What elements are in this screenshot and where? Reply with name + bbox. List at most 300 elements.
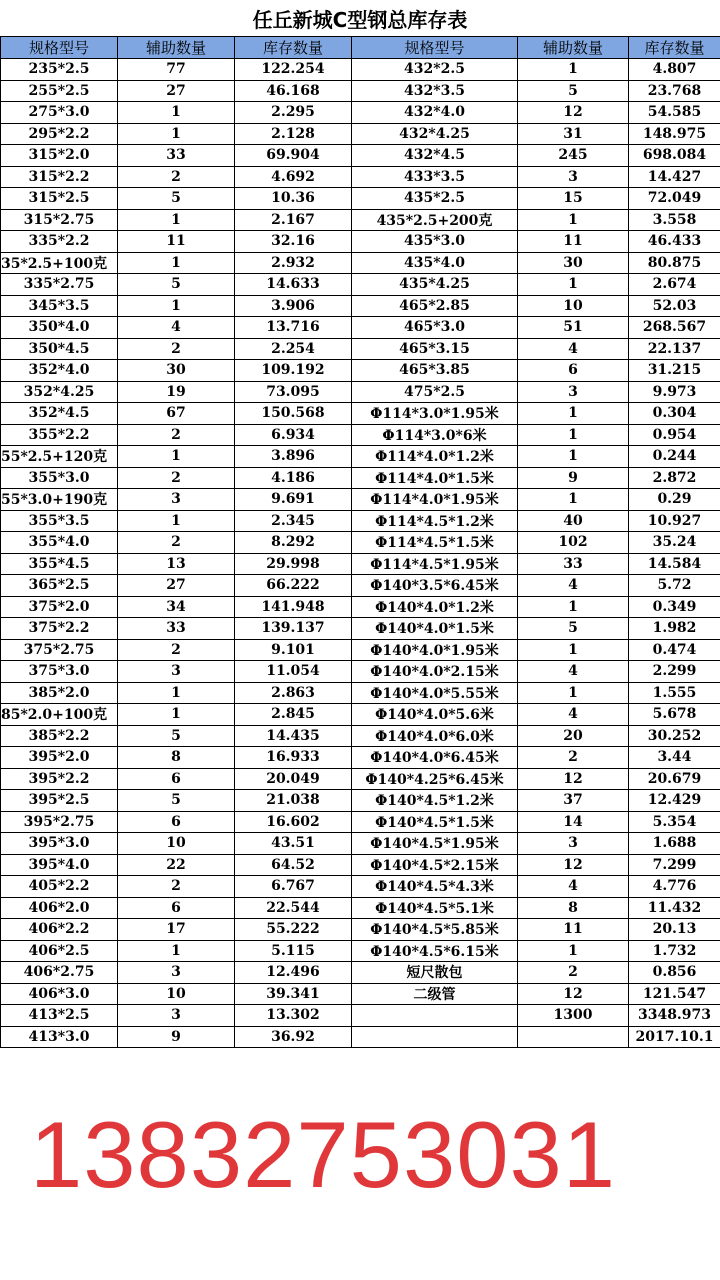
spec-cell: 二级管 (352, 983, 518, 1005)
header-aux-qty: 辅助数量 (518, 37, 629, 59)
aux-qty-cell: 5 (118, 274, 235, 296)
aux-qty-cell: 12 (518, 854, 629, 876)
stock-qty-cell: 698.084 (629, 145, 720, 167)
aux-qty-cell: 3 (118, 489, 235, 511)
spec-cell: 235*2.5 (1, 59, 118, 81)
spec-cell: 465*3.0 (352, 317, 518, 339)
stock-qty-cell: 268.567 (629, 317, 720, 339)
spec-cell: 406*2.2 (1, 919, 118, 941)
table-row (1, 102, 720, 124)
stock-qty-cell: 14.584 (629, 553, 720, 575)
table-row (1, 596, 720, 618)
table-row (1, 403, 720, 425)
header-aux-qty: 辅助数量 (118, 37, 235, 59)
table-row (1, 59, 720, 81)
spec-cell: Φ114*4.5*1.5米 (352, 532, 518, 554)
stock-qty-cell: 14.435 (235, 725, 352, 747)
aux-qty-cell: 5 (118, 725, 235, 747)
aux-qty-cell: 12 (518, 983, 629, 1005)
header-row (1, 37, 720, 59)
stock-qty-cell: 73.095 (235, 381, 352, 403)
stock-qty-cell: 2.167 (235, 209, 352, 231)
stock-qty-cell: 20.049 (235, 768, 352, 790)
spec-cell: 395*2.2 (1, 768, 118, 790)
spec-cell: Φ140*4.5*4.3米 (352, 876, 518, 898)
spec-cell: 短尺散包 (352, 962, 518, 984)
aux-qty-cell: 27 (118, 575, 235, 597)
aux-qty-cell: 6 (118, 897, 235, 919)
stock-qty-cell: 2.254 (235, 338, 352, 360)
stock-qty-cell: 9.101 (235, 639, 352, 661)
stock-qty-cell: 8.292 (235, 532, 352, 554)
table-row (1, 80, 720, 102)
stock-qty-cell: 2.295 (235, 102, 352, 124)
aux-qty-cell: 4 (518, 575, 629, 597)
stock-qty-cell: 4.776 (629, 876, 720, 898)
spec-cell: Φ140*4.5*6.15米 (352, 940, 518, 962)
aux-qty-cell: 67 (118, 403, 235, 425)
spec-cell: Φ140*4.0*1.5米 (352, 618, 518, 640)
aux-qty-cell: 5 (518, 618, 629, 640)
aux-qty-cell: 1 (518, 596, 629, 618)
spec-cell: 375*2.0 (1, 596, 118, 618)
spec-cell: Φ140*4.5*1.95米 (352, 833, 518, 855)
spec-cell: 433*3.5 (352, 166, 518, 188)
aux-qty-cell: 33 (518, 553, 629, 575)
aux-qty-cell (518, 1026, 629, 1048)
spec-cell: 432*4.25 (352, 123, 518, 145)
spec-cell: 55*3.0+190克 (1, 489, 118, 511)
stock-qty-cell: 5.72 (629, 575, 720, 597)
aux-qty-cell: 1 (518, 639, 629, 661)
table-row (1, 489, 720, 511)
stock-qty-cell: 5.678 (629, 704, 720, 726)
spec-cell: 406*2.75 (1, 962, 118, 984)
stock-qty-cell: 5.115 (235, 940, 352, 962)
spec-cell: Φ140*4.5*2.15米 (352, 854, 518, 876)
spec-cell (352, 1026, 518, 1048)
aux-qty-cell: 27 (118, 80, 235, 102)
aux-qty-cell: 4 (518, 661, 629, 683)
stock-qty-cell: 80.875 (629, 252, 720, 274)
aux-qty-cell: 3 (518, 833, 629, 855)
aux-qty-cell: 2 (118, 424, 235, 446)
aux-qty-cell: 10 (118, 983, 235, 1005)
stock-qty-cell: 0.954 (629, 424, 720, 446)
stock-qty-cell: 6.767 (235, 876, 352, 898)
stock-qty-cell: 64.52 (235, 854, 352, 876)
aux-qty-cell: 51 (518, 317, 629, 339)
table-row (1, 639, 720, 661)
spec-cell: Φ140*4.5*1.2米 (352, 790, 518, 812)
aux-qty-cell: 6 (518, 360, 629, 382)
table-row (1, 575, 720, 597)
aux-qty-cell: 1 (518, 682, 629, 704)
phone-number: 13832753031 (30, 1102, 617, 1207)
aux-qty-cell: 11 (118, 231, 235, 253)
table-row (1, 166, 720, 188)
stock-qty-cell: 0.474 (629, 639, 720, 661)
stock-qty-cell: 3.906 (235, 295, 352, 317)
table-row (1, 1026, 720, 1048)
table-row (1, 854, 720, 876)
stock-qty-cell: 4.186 (235, 467, 352, 489)
spec-cell: 432*4.5 (352, 145, 518, 167)
stock-qty-cell: 122.254 (235, 59, 352, 81)
stock-qty-cell: 9.691 (235, 489, 352, 511)
aux-qty-cell: 12 (518, 768, 629, 790)
aux-qty-cell: 2 (118, 532, 235, 554)
table-row (1, 381, 720, 403)
spec-cell: Φ140*4.5*5.1米 (352, 897, 518, 919)
spec-cell: Φ114*4.0*1.2米 (352, 446, 518, 468)
spec-cell: 465*3.85 (352, 360, 518, 382)
stock-qty-cell: 0.244 (629, 446, 720, 468)
inventory-table (0, 36, 720, 1048)
spec-cell: 375*3.0 (1, 661, 118, 683)
aux-qty-cell: 1 (118, 102, 235, 124)
aux-qty-cell: 3 (118, 1005, 235, 1027)
table-row (1, 747, 720, 769)
table-row (1, 231, 720, 253)
aux-qty-cell: 13 (118, 553, 235, 575)
spec-cell: 355*2.2 (1, 424, 118, 446)
aux-qty-cell: 1 (118, 446, 235, 468)
spec-cell: 432*4.0 (352, 102, 518, 124)
aux-qty-cell: 1 (518, 209, 629, 231)
header-stock-qty: 库存数量 (235, 37, 352, 59)
aux-qty-cell: 33 (118, 618, 235, 640)
stock-qty-cell: 10.927 (629, 510, 720, 532)
table-row (1, 1005, 720, 1027)
stock-qty-cell: 12.496 (235, 962, 352, 984)
table-row (1, 274, 720, 296)
spec-cell: 395*3.0 (1, 833, 118, 855)
stock-qty-cell: 1.982 (629, 618, 720, 640)
aux-qty-cell: 5 (118, 188, 235, 210)
aux-qty-cell: 2 (118, 166, 235, 188)
stock-qty-cell: 72.049 (629, 188, 720, 210)
stock-qty-cell: 11.432 (629, 897, 720, 919)
aux-qty-cell: 2 (118, 876, 235, 898)
spec-cell: 315*2.2 (1, 166, 118, 188)
spec-cell: 35*2.5+100克 (1, 252, 118, 274)
aux-qty-cell: 30 (518, 252, 629, 274)
spec-cell: 385*2.2 (1, 725, 118, 747)
spec-cell: 395*4.0 (1, 854, 118, 876)
spec-cell: 315*2.5 (1, 188, 118, 210)
stock-qty-cell: 2.863 (235, 682, 352, 704)
aux-qty-cell: 102 (518, 532, 629, 554)
spec-cell: Φ114*3.0*6米 (352, 424, 518, 446)
stock-qty-cell: 0.349 (629, 596, 720, 618)
aux-qty-cell: 20 (518, 725, 629, 747)
table-row (1, 145, 720, 167)
aux-qty-cell: 4 (518, 704, 629, 726)
stock-qty-cell: 2.845 (235, 704, 352, 726)
table-row (1, 682, 720, 704)
aux-qty-cell: 9 (118, 1026, 235, 1048)
aux-qty-cell: 1 (518, 424, 629, 446)
stock-qty-cell: 22.544 (235, 897, 352, 919)
table-row (1, 618, 720, 640)
aux-qty-cell: 4 (118, 317, 235, 339)
stock-qty-cell: 4.692 (235, 166, 352, 188)
spec-cell: 355*4.0 (1, 532, 118, 554)
spec-cell: 435*3.0 (352, 231, 518, 253)
stock-qty-cell: 30.252 (629, 725, 720, 747)
stock-qty-cell: 39.341 (235, 983, 352, 1005)
spec-cell: 435*4.0 (352, 252, 518, 274)
aux-qty-cell: 11 (518, 231, 629, 253)
aux-qty-cell: 15 (518, 188, 629, 210)
stock-qty-cell: 1.732 (629, 940, 720, 962)
table-row (1, 983, 720, 1005)
spec-cell: 413*3.0 (1, 1026, 118, 1048)
stock-qty-cell: 23.768 (629, 80, 720, 102)
table-row (1, 897, 720, 919)
aux-qty-cell: 31 (518, 123, 629, 145)
stock-qty-cell: 20.679 (629, 768, 720, 790)
stock-qty-cell: 32.16 (235, 231, 352, 253)
spec-cell: Φ140*4.0*6.0米 (352, 725, 518, 747)
stock-qty-cell: 2.674 (629, 274, 720, 296)
aux-qty-cell: 1 (518, 274, 629, 296)
stock-qty-cell: 1.688 (629, 833, 720, 855)
spec-cell: 315*2.0 (1, 145, 118, 167)
stock-qty-cell: 150.568 (235, 403, 352, 425)
aux-qty-cell: 1 (518, 940, 629, 962)
stock-qty-cell: 35.24 (629, 532, 720, 554)
aux-qty-cell: 10 (118, 833, 235, 855)
aux-qty-cell: 1 (118, 123, 235, 145)
aux-qty-cell: 2 (518, 747, 629, 769)
spec-cell: 365*2.5 (1, 575, 118, 597)
stock-qty-cell: 3.44 (629, 747, 720, 769)
header-stock-qty: 库存数量 (629, 37, 720, 59)
aux-qty-cell: 1 (118, 209, 235, 231)
spec-cell: Φ114*4.0*1.5米 (352, 467, 518, 489)
table-row (1, 317, 720, 339)
spec-cell: 405*2.2 (1, 876, 118, 898)
stock-qty-cell: 13.302 (235, 1005, 352, 1027)
stock-qty-cell: 139.137 (235, 618, 352, 640)
spec-cell: 355*4.5 (1, 553, 118, 575)
spec-cell: 406*3.0 (1, 983, 118, 1005)
stock-qty-cell: 29.998 (235, 553, 352, 575)
spec-cell: Φ114*4.5*1.2米 (352, 510, 518, 532)
aux-qty-cell: 2 (518, 962, 629, 984)
aux-qty-cell: 77 (118, 59, 235, 81)
stock-qty-cell: 1.555 (629, 682, 720, 704)
stock-qty-cell: 55.222 (235, 919, 352, 941)
header-spec: 规格型号 (352, 37, 518, 59)
spec-cell: 395*2.0 (1, 747, 118, 769)
table-row (1, 424, 720, 446)
spec-cell: 375*2.75 (1, 639, 118, 661)
table-body (1, 59, 720, 1048)
spec-cell: 395*2.75 (1, 811, 118, 833)
stock-qty-cell: 36.92 (235, 1026, 352, 1048)
spec-cell: 295*2.2 (1, 123, 118, 145)
aux-qty-cell: 1 (518, 446, 629, 468)
spec-cell: Φ140*4.0*2.15米 (352, 661, 518, 683)
spec-cell: 465*2.85 (352, 295, 518, 317)
aux-qty-cell: 37 (518, 790, 629, 812)
spec-cell: 406*2.5 (1, 940, 118, 962)
aux-qty-cell: 19 (118, 381, 235, 403)
table-row (1, 919, 720, 941)
table-row (1, 338, 720, 360)
table-row (1, 467, 720, 489)
spec-cell: Φ140*4.5*5.85米 (352, 919, 518, 941)
table-row (1, 252, 720, 274)
spec-cell: 355*3.0 (1, 467, 118, 489)
table-row (1, 876, 720, 898)
aux-qty-cell: 3 (118, 962, 235, 984)
aux-qty-cell: 1 (118, 510, 235, 532)
stock-qty-cell: 16.933 (235, 747, 352, 769)
stock-qty-cell: 14.633 (235, 274, 352, 296)
spec-cell: Φ140*4.0*1.95米 (352, 639, 518, 661)
stock-qty-cell: 0.29 (629, 489, 720, 511)
spec-cell: 352*4.5 (1, 403, 118, 425)
table-row (1, 940, 720, 962)
spec-cell: 406*2.0 (1, 897, 118, 919)
aux-qty-cell: 40 (518, 510, 629, 532)
table-row (1, 532, 720, 554)
table-row (1, 833, 720, 855)
stock-qty-cell: 43.51 (235, 833, 352, 855)
stock-qty-cell: 21.038 (235, 790, 352, 812)
spec-cell: 350*4.0 (1, 317, 118, 339)
stock-qty-cell: 46.168 (235, 80, 352, 102)
table-row (1, 962, 720, 984)
stock-qty-cell: 2.299 (629, 661, 720, 683)
spec-cell: 255*2.5 (1, 80, 118, 102)
aux-qty-cell: 14 (518, 811, 629, 833)
aux-qty-cell: 1 (118, 252, 235, 274)
aux-qty-cell: 1 (118, 704, 235, 726)
spec-cell: 375*2.2 (1, 618, 118, 640)
table-row (1, 553, 720, 575)
spec-cell: 435*4.25 (352, 274, 518, 296)
table-row (1, 704, 720, 726)
stock-qty-cell: 6.934 (235, 424, 352, 446)
stock-qty-cell: 5.354 (629, 811, 720, 833)
aux-qty-cell: 3 (118, 661, 235, 683)
aux-qty-cell: 3 (518, 166, 629, 188)
stock-qty-cell: 2.128 (235, 123, 352, 145)
stock-qty-cell: 3348.973 (629, 1005, 720, 1027)
aux-qty-cell: 6 (118, 811, 235, 833)
aux-qty-cell: 1 (118, 682, 235, 704)
table-row (1, 123, 720, 145)
stock-qty-cell: 54.585 (629, 102, 720, 124)
stock-qty-cell: 13.716 (235, 317, 352, 339)
table-row (1, 661, 720, 683)
aux-qty-cell: 2 (118, 338, 235, 360)
stock-qty-cell: 148.975 (629, 123, 720, 145)
table-row (1, 790, 720, 812)
stock-qty-cell: 11.054 (235, 661, 352, 683)
stock-qty-cell: 109.192 (235, 360, 352, 382)
spec-cell: Φ140*4.5*1.5米 (352, 811, 518, 833)
aux-qty-cell: 34 (118, 596, 235, 618)
sheet-title: 任丘新城C型钢总库存表 (252, 8, 468, 32)
table-row (1, 295, 720, 317)
spec-cell: Φ140*4.0*1.2米 (352, 596, 518, 618)
aux-qty-cell: 245 (518, 145, 629, 167)
aux-qty-cell: 22 (118, 854, 235, 876)
table-row (1, 188, 720, 210)
spec-cell: 385*2.0 (1, 682, 118, 704)
stock-qty-cell: 16.602 (235, 811, 352, 833)
spec-cell: 435*2.5 (352, 188, 518, 210)
table-row (1, 209, 720, 231)
spec-cell: 335*2.2 (1, 231, 118, 253)
aux-qty-cell: 2 (118, 467, 235, 489)
aux-qty-cell: 2 (118, 639, 235, 661)
stock-qty-cell: 52.03 (629, 295, 720, 317)
spec-cell: 352*4.0 (1, 360, 118, 382)
spec-cell: 350*4.5 (1, 338, 118, 360)
aux-qty-cell: 6 (118, 768, 235, 790)
spec-cell: 55*2.5+120克 (1, 446, 118, 468)
spec-cell: 315*2.75 (1, 209, 118, 231)
table-row (1, 360, 720, 382)
stock-qty-cell: 31.215 (629, 360, 720, 382)
stock-qty-cell: 0.304 (629, 403, 720, 425)
spec-cell: Φ140*4.0*5.55米 (352, 682, 518, 704)
table-row (1, 725, 720, 747)
stock-qty-cell: 2.932 (235, 252, 352, 274)
table-row (1, 446, 720, 468)
stock-qty-cell: 121.547 (629, 983, 720, 1005)
spec-cell: 435*2.5+200克 (352, 209, 518, 231)
stock-qty-cell: 12.429 (629, 790, 720, 812)
stock-qty-cell: 66.222 (235, 575, 352, 597)
stock-qty-cell: 7.299 (629, 854, 720, 876)
stock-qty-cell: 14.427 (629, 166, 720, 188)
spec-cell: Φ140*3.5*6.45米 (352, 575, 518, 597)
spec-cell: Φ114*4.0*1.95米 (352, 489, 518, 511)
spec-cell: Φ140*4.25*6.45米 (352, 768, 518, 790)
aux-qty-cell: 8 (518, 897, 629, 919)
spec-cell: 432*2.5 (352, 59, 518, 81)
aux-qty-cell: 1 (518, 403, 629, 425)
spec-cell: Φ114*3.0*1.95米 (352, 403, 518, 425)
aux-qty-cell: 5 (118, 790, 235, 812)
stock-qty-cell: 69.904 (235, 145, 352, 167)
table-row (1, 811, 720, 833)
aux-qty-cell: 10 (518, 295, 629, 317)
aux-qty-cell: 30 (118, 360, 235, 382)
spec-cell: 275*3.0 (1, 102, 118, 124)
stock-qty-cell: 20.13 (629, 919, 720, 941)
spec-cell: 475*2.5 (352, 381, 518, 403)
spec-cell: 345*3.5 (1, 295, 118, 317)
aux-qty-cell: 1 (118, 940, 235, 962)
aux-qty-cell: 5 (518, 80, 629, 102)
spec-cell: 355*3.5 (1, 510, 118, 532)
spec-cell: 413*2.5 (1, 1005, 118, 1027)
spec-cell: Φ140*4.0*5.6米 (352, 704, 518, 726)
stock-qty-cell: 9.973 (629, 381, 720, 403)
aux-qty-cell: 17 (118, 919, 235, 941)
aux-qty-cell: 9 (518, 467, 629, 489)
aux-qty-cell: 4 (518, 876, 629, 898)
